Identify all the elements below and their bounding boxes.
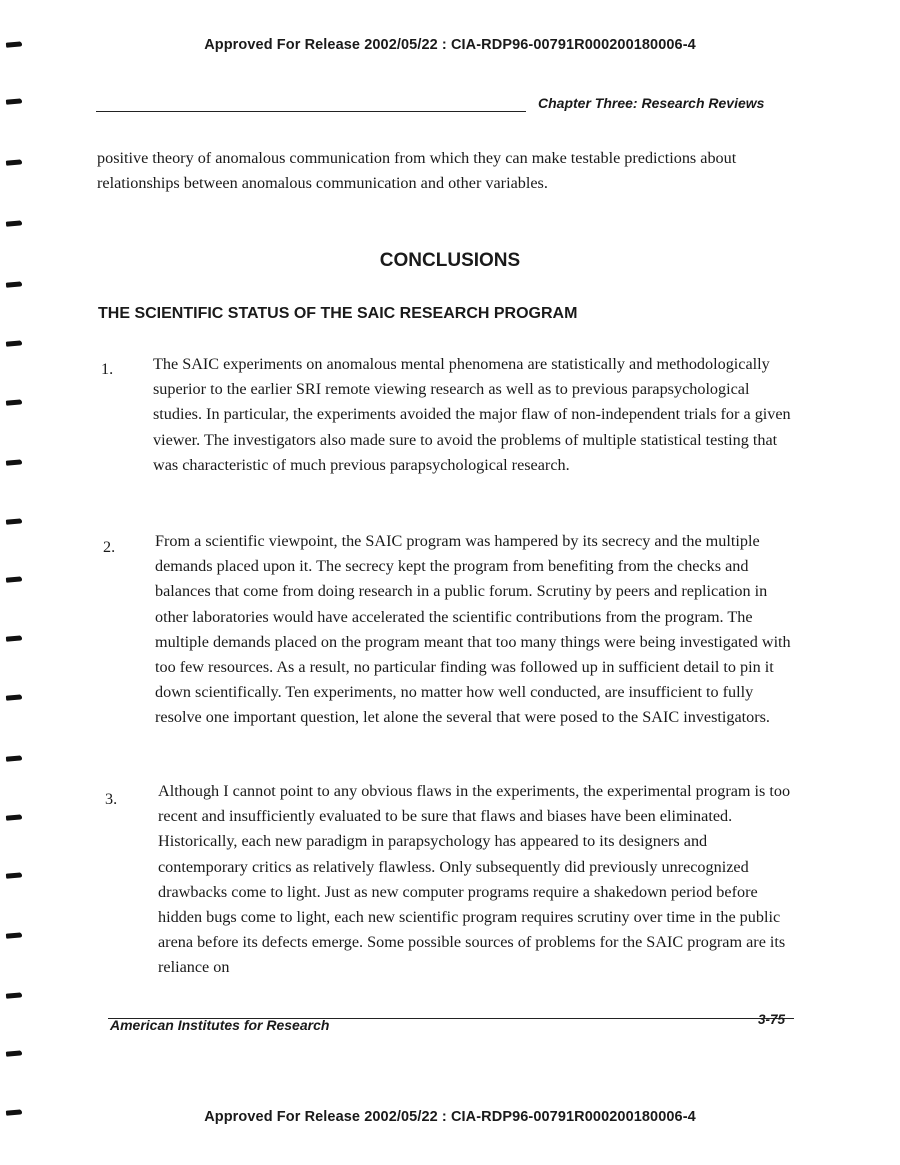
header-rule [96, 111, 526, 112]
scan-mark [6, 755, 22, 761]
item-number-1: 1. [101, 360, 114, 378]
conclusions-heading: CONCLUSIONS [379, 250, 521, 271]
scan-mark [6, 635, 22, 641]
item-text-1: The SAIC experiments on anomalous mental phenomena are statistically and methodologically superior to the earlier SRI remote viewing research as well as to previous parapsychological studies. In particular, the experiments avoided the major flaw of non-independent trials for a given viewer. The investigators also made sure to avoid the problems of multiple statistical testing that was characteristic of much previous parapsychological research. [153, 355, 791, 474]
scan-mark [6, 694, 22, 700]
intro-paragraph: positive theory of anomalous communication from which they can make testable predictions about relationships between anomalous communication and other variables. [97, 149, 737, 193]
scan-mark [6, 281, 22, 287]
item-text-3: Although I cannot point to any obvious flaws in the experiments, the experimental program is too recent and insufficiently evaluated to be sure that flaws and biases have been eliminated. Historically, each new paradigm in parapsychology has appeared to its designers and contemporary critics as relatively flawless. Only subsequently did previously unrecognized drawbacks come to light. Just as new computer programs require a shakedown period before hidden bugs come to light, each new scientific program requires scrutiny over time in the public arena before its defects emerge. Some possible sources of problems for the SAIC program are its reliance on [158, 782, 791, 977]
scan-mark [6, 159, 22, 165]
release-banner-top: Approved For Release 2002/05/22 : CIA-RDP96-00791R000200180006-4 [204, 37, 696, 53]
scan-mark [6, 992, 22, 998]
scan-mark [6, 340, 22, 346]
scan-mark [6, 399, 22, 405]
footer-page-number: 3-75 [758, 1012, 786, 1027]
scan-mark [6, 1050, 22, 1056]
section-heading: THE SCIENTIFIC STATUS OF THE SAIC RESEARCH PROGRAM [98, 305, 578, 322]
scan-mark [6, 576, 22, 582]
scan-mark [6, 98, 22, 104]
release-banner-bottom: Approved For Release 2002/05/22 : CIA-RDP96-00791R000200180006-4 [204, 1109, 696, 1125]
footer-organization: American Institutes for Research [110, 1017, 330, 1033]
item-text-2: From a scientific viewpoint, the SAIC program was hampered by its secrecy and the multiple demands placed upon it. The secrecy kept the program from benefiting from the checks and balances that come from doing research in a public forum. Scrutiny by peers and replication in other laboratories would have accelerated the scientific contributions from the program. The multiple demands placed on the program meant that too many things were being investigated with too few resources. As a result, no particular finding was followed up in sufficient detail to pin it down scientifically. Ten experiments, no matter how well conducted, are insufficient to fully resolve one important question, let alone the several that were posed to the SAIC investigators. [155, 532, 791, 727]
scan-mark [6, 814, 22, 820]
scan-mark [6, 932, 22, 938]
item-number-3: 3. [105, 790, 118, 808]
scan-mark [6, 518, 22, 524]
scan-mark [6, 459, 22, 465]
scan-mark [6, 220, 22, 226]
item-number-2: 2. [103, 538, 116, 556]
running-header: Chapter Three: Research Reviews [538, 95, 765, 111]
scan-mark [6, 872, 22, 878]
